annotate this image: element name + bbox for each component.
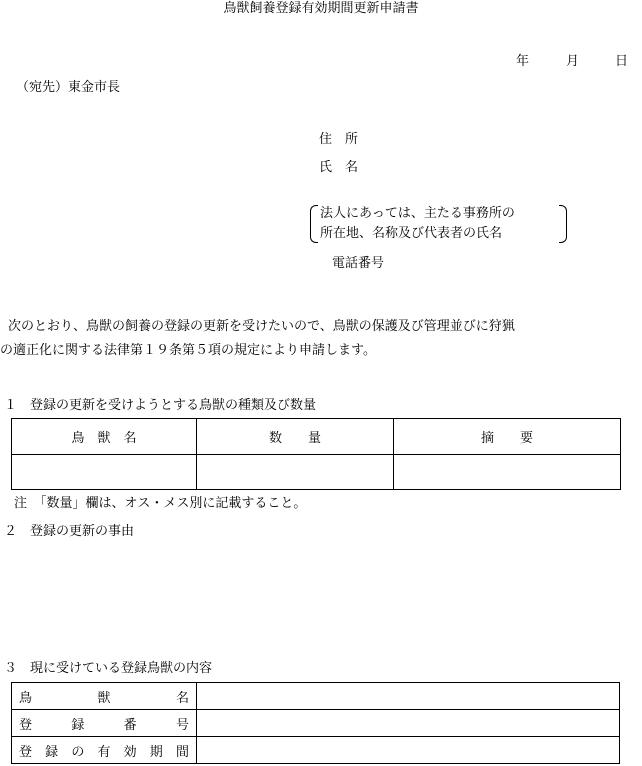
row-label-registration-number-text (19, 714, 189, 733)
body-text-line2: の適正化に関する法律第１９条第５項の規定により申請します。 (0, 343, 376, 358)
section2-heading: ２ 登録の更新の事由 (4, 524, 135, 539)
label-char: 効 (123, 744, 137, 760)
registered-bird-table (11, 682, 620, 764)
label-char: 期 (149, 744, 163, 760)
label-char: 番 (123, 717, 137, 733)
date-day-label: 日 (615, 54, 629, 69)
label-char: 登 (19, 717, 33, 733)
corporate-note-line1: 法人にあっては、主たる事務所の (320, 206, 515, 221)
table-row (12, 737, 620, 764)
document-title: 鳥獣飼養登録有効期間更新申請書 (223, 1, 419, 16)
column-header-remarks: 摘 要 (394, 419, 621, 455)
label-char: 登 (19, 744, 33, 760)
remarks-cell[interactable] (394, 455, 621, 490)
table-row (12, 683, 620, 710)
row-label-species-text (19, 687, 189, 706)
label-char: 鳥 (19, 690, 33, 706)
table-header-row (12, 419, 621, 455)
label-char: 録 (71, 717, 85, 733)
name-label: 氏 名 (319, 160, 359, 175)
date-month-label: 月 (566, 54, 580, 69)
table-row (12, 710, 620, 737)
species-quantity-table (11, 418, 621, 490)
row-label-validity-period-text (19, 741, 189, 760)
label-char: 名 (175, 690, 189, 706)
label-char: の (71, 744, 85, 760)
column-header-species: 鳥 獣 名 (12, 419, 197, 455)
species-cell[interactable] (12, 455, 197, 490)
address-label: 住 所 (319, 132, 359, 147)
label-char: 録 (45, 744, 59, 760)
section1-heading: １ 登録の更新を受けようとする鳥獣の種類及び数量 (4, 398, 317, 413)
right-bracket (559, 205, 567, 243)
table-row (12, 455, 621, 490)
validity-period-value-cell[interactable] (197, 737, 620, 764)
phone-label: 電話番号 (332, 256, 385, 271)
renewal-reason-area[interactable] (20, 545, 620, 655)
row-label-validity-period (12, 737, 197, 764)
corporate-note-line2: 所在地、名称及び代表者の氏名 (320, 226, 503, 241)
quantity-cell[interactable] (197, 455, 394, 490)
label-char: 号 (175, 717, 189, 733)
addressee: （宛先）東金市長 (16, 80, 121, 95)
date-year-label: 年 (516, 54, 530, 69)
row-label-species (12, 683, 197, 710)
left-bracket (310, 205, 318, 243)
body-text-line1: 次のとおり、鳥獣の飼養の登録の更新を受けたいので、鳥獣の保護及び管理並びに狩猟 (8, 319, 515, 334)
label-char: 有 (97, 744, 111, 760)
section1-note: 注 「数量」欄は、オス・メス別に記載すること。 (14, 496, 307, 511)
label-char: 間 (175, 744, 189, 760)
section3-heading: ３ 現に受けている登録鳥獣の内容 (4, 661, 213, 676)
column-header-quantity: 数 量 (197, 419, 394, 455)
row-label-registration-number (12, 710, 197, 737)
species-value-cell[interactable] (197, 683, 620, 710)
registration-number-value-cell[interactable] (197, 710, 620, 737)
label-char: 獣 (97, 690, 111, 706)
